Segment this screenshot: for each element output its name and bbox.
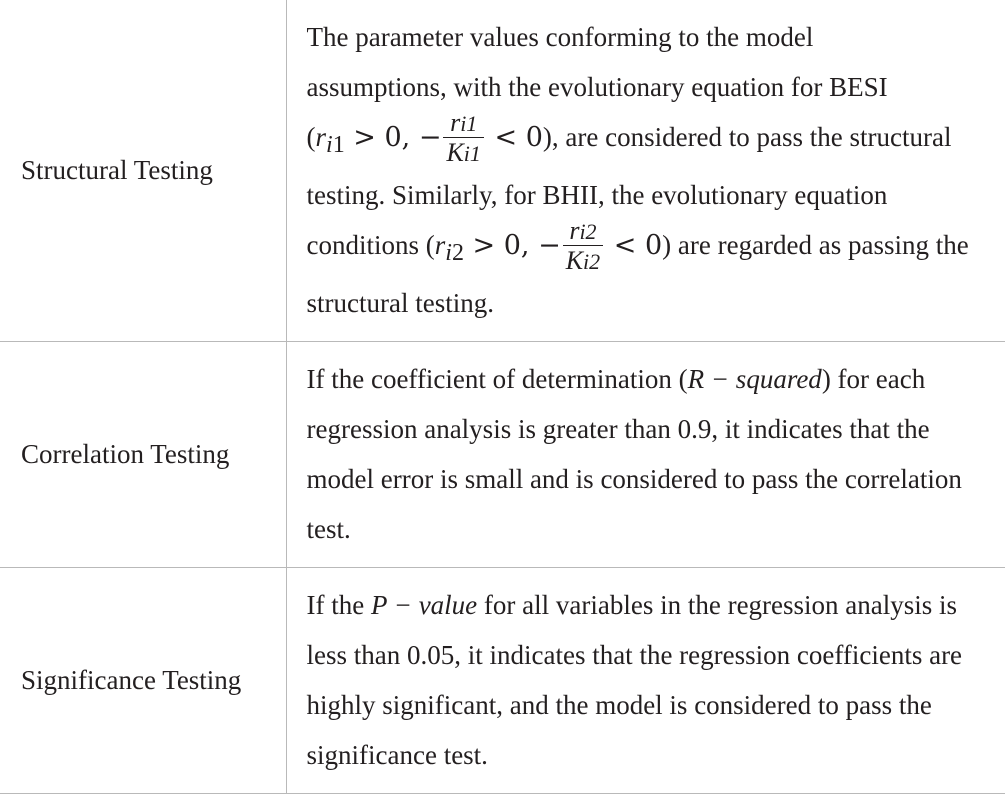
row-label: Structural Testing <box>0 0 286 342</box>
text-line: The parameter values conforming to the model <box>306 22 814 52</box>
table-row <box>0 0 1005 342</box>
text-line: assumptions, with the evolutionary equation for BESI <box>306 72 888 102</box>
table-row <box>0 568 1005 794</box>
row-label: Correlation Testing <box>0 342 286 568</box>
fraction: $\frac{ri1}{Ki1}$ <box>443 110 483 166</box>
row-description: The parameter values conforming to the model assumptions, with the evolutionary equation for BESI (ri1 > 0, − $\frac{ri1}{Ki1}$ < 0), are considered to pass the structural testing. Similarly, for BHII, the evolutionary equation conditions (ri2 > 0, − $\frac{ri2}{Ki2}$ < 0) are regarded as passing the structural testing. <box>286 0 1005 342</box>
fraction: $\frac{ri2}{Ki2}$ <box>563 218 603 274</box>
math-p-value: P − value <box>370 590 478 621</box>
row-description: If the coefficient of determination (R − squared) for each regression analysis is greater than 0.9, it indicates that the model error is small and is considered to pass the correlation test. <box>286 342 1005 568</box>
table-row <box>0 342 1005 568</box>
row-description: If the P − value for all variables in the regression analysis is less than 0.05, it indicates that the regression coefficients are highly significant, and the model is considered to pass the significance test. <box>286 568 1005 794</box>
text-line: structural testing. <box>306 288 494 319</box>
math-r-squared: R − squared <box>687 364 822 395</box>
row-label: Significance Testing <box>0 568 286 794</box>
text-line: testing. Similarly, for BHII, the evolutionary equation <box>306 180 888 211</box>
math-condition-besi: (ri1 > 0, − $\frac{ri1}{Ki1}$ < 0 <box>306 108 543 167</box>
math-condition-bhii: conditions (ri2 > 0, − $\frac{ri2}{Ki2}$ < 0 <box>306 216 663 276</box>
